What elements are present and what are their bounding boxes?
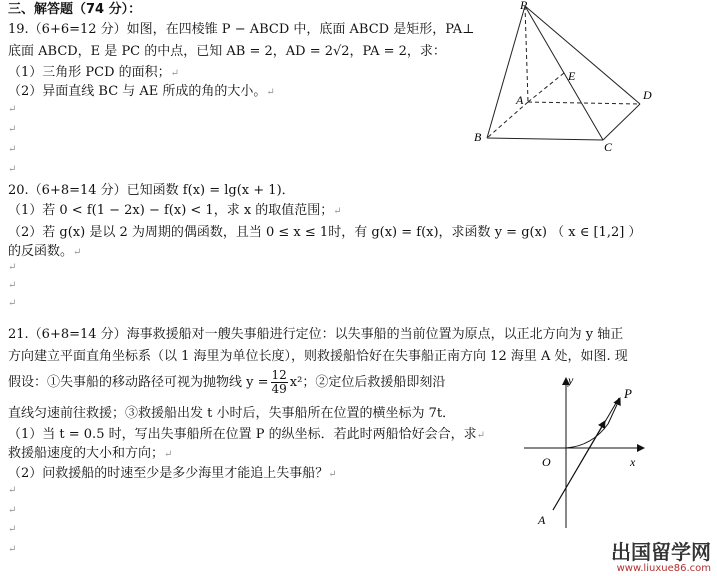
q20-part1: （1）若 0 < f(1 − 2x) − f(x) < 1，求 x 的取值范围；↵ [8,203,342,218]
q19-part2: （2）异面直线 BC 与 AE 所成的角的大小。↵ [8,84,275,99]
paragraph-mark: ↵ [8,298,17,309]
paragraph-mark: ↵ [8,505,17,516]
rescue-arrow [553,421,605,510]
paragraph-mark: ↵ [8,164,17,175]
label-b: B [474,130,482,144]
paragraph-mark: ↵ [8,485,17,496]
q21-line1: 21.（6+8=14 分）海事救援船对一艘失事船进行定位：以失事船的当前位置为原点，以正北方向为 y 轴正 [8,327,624,342]
q21-part2: （2）问救援船的时速至少是多少海里才能追上失事船？↵ [8,466,337,481]
watermark-url: www.liuxue86.com [616,563,711,574]
edge-ab [487,102,528,138]
label-a: A [538,513,546,527]
q21-part1b: 救援船速度的大小和方向；↵ [8,446,173,461]
label-p: P [624,386,632,401]
label-c: C [604,140,613,152]
edge-cd [603,104,640,140]
label-e: E [568,69,576,83]
q20-part2b: 的反函数。↵ [8,244,82,259]
q20-line1: 20.（6+8=14 分）已知函数 f(x) = lg(x + 1)． [8,183,295,198]
paragraph-mark: ↵ [8,104,17,115]
edge-pd [525,6,640,104]
coordinate-figure [520,366,652,534]
edge-pb [487,6,525,138]
label-p: P [520,0,528,12]
label-a: A [516,93,524,107]
paragraph-mark: ↵ [8,280,17,291]
q21-line3: 假设：①失事船的移动路径可视为抛物线 y = $\frac{12}{49}$ x²；②定位后救援船即刻沿 [8,368,446,396]
q19-line1: 19.（6+6=12 分）如图，在四棱锥 P − ABCD 中，底面 ABCD 是矩形，PA⊥ [8,22,475,37]
q21-line4: 直线匀速前往救援；③救援船出发 t 小时后，失事船所在位置的横坐标为 7t． [8,406,456,421]
pyramid-figure [468,0,668,152]
edge-ae [528,73,564,102]
q21-part1: （1）当 t = 0.5 时，写出失事船所在位置 P 的纵坐标．若此时两船恰好会合，求↵ [8,427,485,442]
label-d: D [643,88,652,102]
edge-bc [487,138,603,140]
label-o: O [542,455,551,469]
label-y: y [568,373,574,387]
edge-pa [525,6,528,102]
paragraph-mark: ↵ [8,124,17,135]
edge-pc [525,6,603,140]
paragraph-mark: ↵ [8,262,17,273]
q19-part1: （1）三角形 PCD 的面积；↵ [8,65,180,80]
watermark-text: 出国留学网 [611,540,711,564]
watermark-logo [611,541,711,574]
q20-part2: （2）若 g(x) 是以 2 为周期的偶函数，且当 0 ≤ x ≤ 1时，有 g(x) = f(x)，求函数 y = g(x) （ x ∈ [1,2] ） [8,225,642,240]
edge-ad [528,102,640,104]
paragraph-mark: ↵ [8,544,17,555]
q19-line2: 底面 ABCD，E 是 PC 的中点，已知 AB = 2，AD = 2√2，PA = 2，求： [8,44,446,59]
q21-line2: 方向建立平面直角坐标系（以 1 海里为单位长度），则救援船恰好在失事船正南方向 12 海里 A 处，如图. 现 [8,349,628,364]
paragraph-mark: ↵ [8,524,17,535]
label-x: x [630,455,636,469]
paragraph-mark: ↵ [8,144,17,155]
section-title: 三、解答题（74 分）： [8,2,142,17]
fraction-12-49: $\frac{12}{49}$ [271,368,287,396]
parabola-arrow [608,398,620,424]
